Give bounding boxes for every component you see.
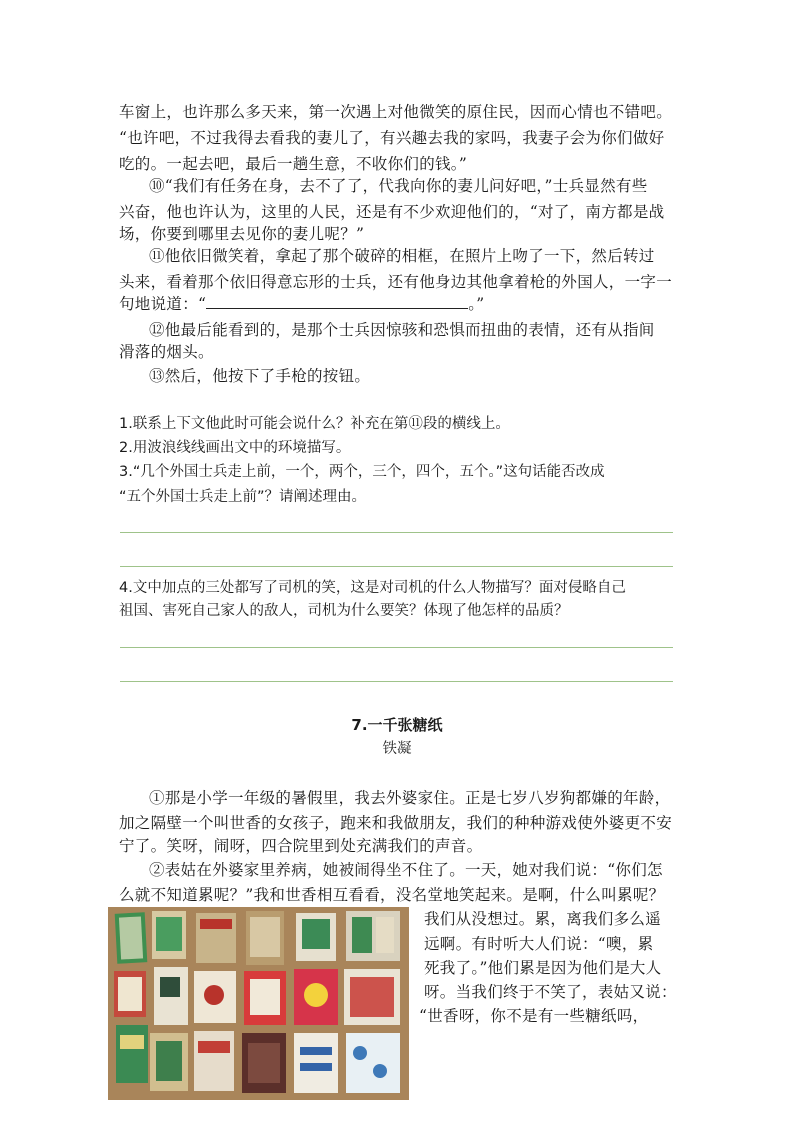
wrapper-column-6 bbox=[344, 911, 400, 1093]
quote-end: 。” bbox=[468, 295, 485, 313]
wrapper-column-1 bbox=[114, 912, 148, 1083]
answer-line[interactable] bbox=[120, 681, 673, 682]
article-line: 死我了。”他们累是因为他们是大人 bbox=[424, 959, 662, 977]
question-4-line-2: 祖国、害死自己家人的敌人，司机为什么要笑？体现了他怎样的品质？ bbox=[119, 603, 569, 619]
answer-blank[interactable] bbox=[206, 294, 468, 309]
answer-line[interactable] bbox=[120, 532, 673, 533]
article-line: 我们从没想过。累，离我们多么遥 bbox=[424, 910, 662, 928]
article-paragraph-2: ②表姑在外婆家里养病，她被闹得坐不住了。一天，她对我们说：“你们怎 bbox=[149, 861, 663, 879]
story-paragraph-13: ⑬然后，他按下了手枪的按钮。 bbox=[149, 367, 371, 385]
question-4-line-1: 4.文中加点的三处都写了司机的笑，这是对司机的什么人物描写？面对侵略自己 bbox=[119, 580, 626, 596]
candy-wrappers-illustration bbox=[108, 907, 409, 1100]
candy-wrappers-photo bbox=[108, 907, 409, 1100]
story-line-with-blank bbox=[119, 292, 684, 314]
article-line: “世香呀，你不是有一些糖纸吗， bbox=[419, 1007, 649, 1025]
wrapper-column-4 bbox=[242, 911, 286, 1093]
story-paragraph-11: ⑪他依旧微笑着，拿起了那个破碎的相框，在照片上吻了一下，然后转过 bbox=[149, 247, 655, 265]
wrapper-column-5 bbox=[294, 913, 338, 1093]
answer-line[interactable] bbox=[120, 647, 673, 648]
question-2: 2.用波浪线线画出文中的环境描写。 bbox=[119, 440, 351, 456]
question-3-line-2: “五个外国士兵走上前”？请阐述理由。 bbox=[119, 489, 367, 505]
story-line: 兴奋，他也许认为，这里的人民，还是有不少欢迎他们的，“对了，南方都是战 bbox=[119, 203, 665, 221]
article-line: 呀。当我们终于不笑了，表姑又说： bbox=[424, 983, 677, 1001]
wrapper-column-2 bbox=[150, 911, 188, 1091]
story-line: 车窗上，也许那么多天来，第一次遇上对他微笑的原住民，因而心情也不错吧。 bbox=[119, 103, 673, 121]
article-line: 远啊。有时听大人们说：“噢，累 bbox=[424, 935, 654, 953]
article-line: 宁了。笑呀，闹呀，四合院里到处充满我们的声音。 bbox=[119, 837, 483, 855]
wrapper-column-3 bbox=[194, 913, 236, 1091]
answer-line[interactable] bbox=[120, 566, 673, 567]
story-line: 滑落的烟头。 bbox=[119, 343, 214, 361]
story-line: 头来，看着那个依旧得意忘形的士兵，还有他身边其他拿着枪的外国人，一字一 bbox=[119, 273, 673, 291]
article-author: 铁凝 bbox=[382, 741, 412, 757]
story-line: “也许吧，不过我得去看我的妻儿了，有兴趣去我的家吗，我妻子会为你们做好 bbox=[119, 129, 665, 147]
article-title: 7.一千张糖纸 bbox=[351, 716, 443, 734]
article-paragraph-1: ①那是小学一年级的暑假里，我去外婆家住。正是七岁八岁狗都嫌的年龄， bbox=[149, 789, 671, 807]
article-line: 么就不知道累呢？”我和世香相互看看，没名堂地笑起来。是啊，什么叫累呢？ bbox=[119, 886, 665, 904]
story-paragraph-10: ⑩“我们有任务在身，去不了了，代我向你的妻儿问好吧，”士兵显然有些 bbox=[149, 177, 648, 195]
quote-start: 句地说道：“ bbox=[119, 295, 207, 313]
story-line: 吃的。一起去吧，最后一趟生意，不收你们的钱。” bbox=[119, 155, 468, 173]
story-line: 场，你要到哪里去见你的妻儿呢？” bbox=[119, 225, 365, 243]
article-line: 加之隔壁一个叫世香的女孩子，跑来和我做朋友，我们的种种游戏使外婆更不安 bbox=[119, 814, 673, 832]
story-paragraph-12: ⑫他最后能看到的，是那个士兵因惊骇和恐惧而扭曲的表情，还有从指间 bbox=[149, 321, 655, 339]
question-3-line-1: 3.“几个外国士兵走上前，一个，两个，三个，四个，五个。”这句话能否改成 bbox=[119, 464, 605, 480]
question-1: 1.联系上下文他此时可能会说什么？补充在第⑪段的横线上。 bbox=[119, 416, 510, 432]
